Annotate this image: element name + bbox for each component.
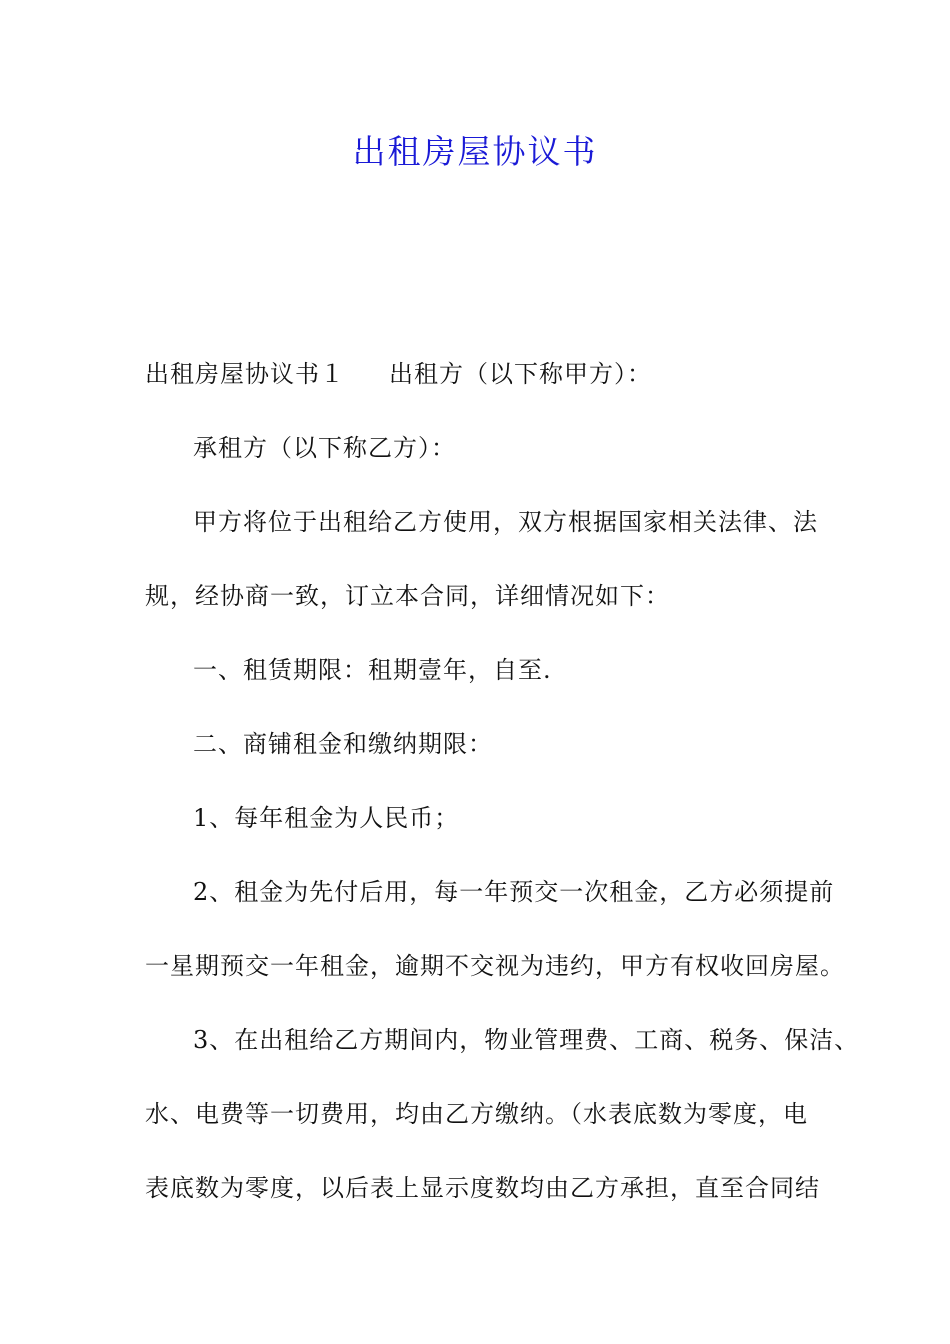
paragraph-line: 一、租赁期限：租期壹年，自至. — [193, 656, 552, 684]
paragraph-line: 水、电费等一切费用，均由乙方缴纳。（水表底数为零度，电 — [145, 1100, 808, 1128]
paragraph-line: 甲方将位于出租给乙方使用，双方根据国家相关法律、法 — [193, 508, 818, 536]
document-title: 出租房屋协议书 — [352, 132, 598, 171]
paragraph-line: 表底数为零度，以后表上显示度数均由乙方承担，直至合同结 — [145, 1174, 820, 1202]
paragraph-line: 规，经协商一致，订立本合同，详细情况如下： — [145, 582, 670, 610]
paragraph-line: 3、在出租给乙方期间内，物业管理费、工商、税务、保洁、 — [193, 1026, 860, 1054]
paragraph-line: 二、商铺租金和缴纳期限： — [193, 730, 493, 758]
paragraph-line — [145, 337, 835, 411]
paragraph-line: 一星期预交一年租金，逾期不交视为违约，甲方有权收回房屋。 — [145, 952, 845, 980]
paragraph-line: 承租方（以下称乙方）： — [193, 434, 456, 462]
paragraph-line: 1、每年租金为人民币； — [193, 804, 460, 832]
line-text: 出租方（以下称甲方）： — [389, 360, 652, 388]
heading-prefix: 出租房屋协议书１ — [145, 360, 345, 388]
document-body — [145, 337, 860, 1225]
paragraph-line: 2、租金为先付后用，每一年预交一次租金，乙方必须提前 — [193, 878, 835, 906]
